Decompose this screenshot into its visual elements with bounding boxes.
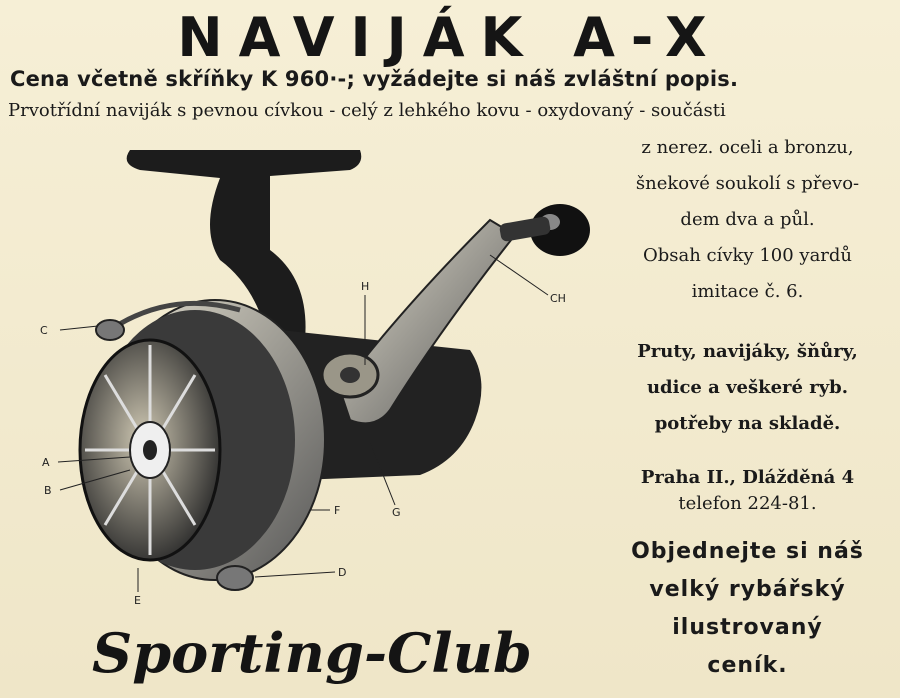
description-line-4: dem dva a půl. <box>680 209 815 230</box>
order-line-3: ilustrovaný <box>672 615 823 640</box>
label-h: H <box>361 280 370 293</box>
description-line-3: šnekové soukolí s převo- <box>635 173 860 194</box>
order-line-4: ceník. <box>707 653 788 678</box>
address-line-2: telefon 224-81. <box>678 493 817 514</box>
brand-logo-text: Sporting-Club <box>92 621 532 685</box>
description-line-1: Prvotřídní naviják s pevnou cívkou - celý z lehkého kovu - oxydovaný - součásti <box>8 100 726 121</box>
label-b: B <box>44 484 52 497</box>
address-line-1: Praha II., Dlážděná 4 <box>640 467 855 488</box>
line-roller <box>217 566 253 590</box>
label-a: A <box>42 456 50 469</box>
stock-line-2: udice a veškeré ryb. <box>646 377 849 398</box>
label-f: F <box>334 504 341 517</box>
label-ch: CH <box>550 292 566 305</box>
description-line-2: z nerez. oceli a bronzu, <box>641 137 854 158</box>
label-c: C <box>40 324 48 337</box>
label-e: E <box>134 594 141 607</box>
description-line-6: imitace č. 6. <box>691 281 804 302</box>
order-line-2: velký rybářský <box>649 577 846 602</box>
sporting-club-logo <box>88 610 548 698</box>
order-line-1: Objednejte si náš <box>631 539 864 564</box>
label-d: D <box>338 566 347 579</box>
headline: NAVIJÁK A-X <box>177 6 723 69</box>
stock-line-3: potřeby na skladě. <box>654 413 841 434</box>
fishing-reel-illustration <box>20 130 610 610</box>
description-line-5: Obsah cívky 100 yardů <box>642 245 853 266</box>
price-line: Cena včetně skříňky K 960·-; vyžádejte si náš zvláštní popis. <box>10 67 739 91</box>
stock-line-1: Pruty, navijáky, šňůry, <box>637 341 858 362</box>
label-g: G <box>392 506 401 519</box>
